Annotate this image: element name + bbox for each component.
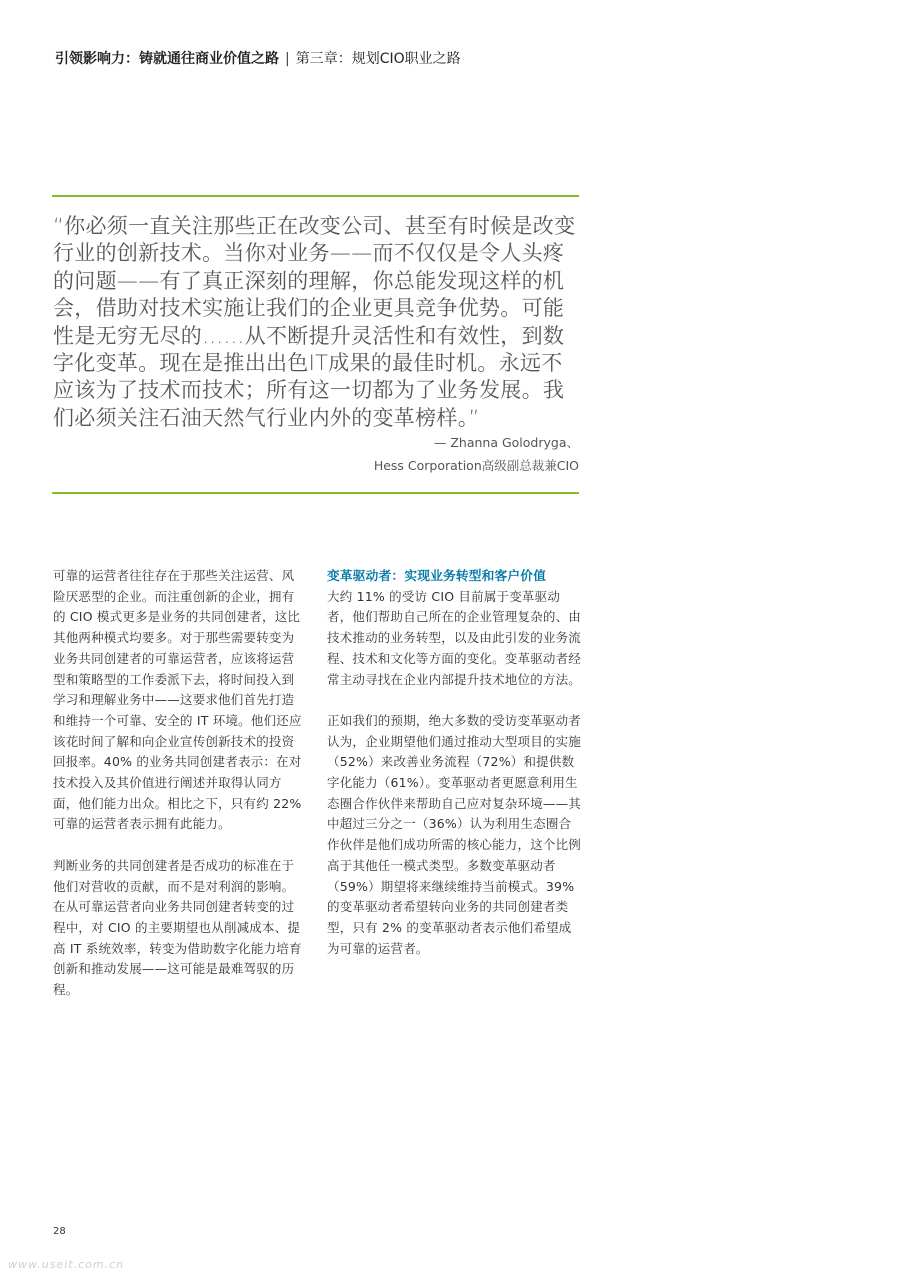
header-separator: | — [285, 51, 290, 67]
quote-bottom-rule — [52, 492, 579, 494]
pull-quote: “你必须一直关注那些正在改变公司、甚至有时候是改变行业的创新技术。当你对业务——而不仅仅是令人头疼的问题——有了真正深刻的理解，你总能发现这样的机会，借助对技术实施让我们的企业更具竞争优势。可能性是无穷无尽的……从不断提升灵活性和有效性，到数字化变革。现在是推出出色IT成果的最佳时机。永远不应该为了技术而技术；所有这一切都为了业务发展。我们必须关注石油天然气行业内外的变革榜样。” — [53, 214, 576, 430]
watermark: www.useit.com.cn — [8, 1258, 125, 1271]
chapter-title: 第三章：规划CIO职业之路 — [295, 51, 461, 67]
quote-attribution-title: Hess Corporation高级副总裁兼CIO — [373, 458, 579, 473]
report-title: 引领影响力：铸就通往商业价值之路 — [55, 51, 279, 67]
left-paragraph-1: 可靠的运营者往往存在于那些关注运营、风险厌恶型的企业。而注重创新的企业，拥有的 CIO 模式更多是业务的共同创建者，这比其他两种模式均要多。对于那些需要转变为业务共同创建者的可靠运营者，应该将运营型和策略型的工作委派下去，将时间投入到学习和理解业务中——这要求他们首先打造和维持一个可靠、安全的 IT 环境。他们还应该花时间了解和向企业宣传创新技术的投资回报率。40% 的业务共同创建者表示：在对技术投入及其价值进行阐述并取得认同方面，他们能力出众。相比之下，只有约 22% 可靠的运营者表示拥有此能力。 — [53, 568, 302, 832]
quote-top-rule — [52, 195, 579, 197]
quote-attribution-name: — Zhanna Golodryga、 — [433, 435, 579, 450]
left-paragraph-2: 判断业务的共同创建者是否成功的标准在于他们对营收的贡献，而不是对利润的影响。在从可靠运营者向业务共同创建者转变的过程中，对 CIO 的主要期望也从削减成本、提高 IT 系统效率，转变为借助数字化能力培育创新和推动发展——这可能是最难驾驭的历程。 — [53, 857, 302, 998]
page-header — [55, 49, 855, 69]
right-paragraph-2: 正如我们的预期，绝大多数的受访变革驱动者认为，企业期望他们通过推动大型项目的实施（52%）来改善业务流程（72%）和提供数字化能力（61%）。变革驱动者更愿意利用生态圈合作伙伴来帮助自己应对复杂环境——其中超过三分之一（36%）认为利用生态圈合作伙伴是他们成功所需的核心能力，这个比例高于其他任一模式类型。多数变革驱动者（59%）期望将来继续维持当前模式。39% 的变革驱动者希望转向业务的共同创建者类型，只有 2% 的变革驱动者表示他们希望成为可靠的运营者。 — [327, 712, 582, 956]
right-paragraph-1: 大约 11% 的受访 CIO 目前属于变革驱动者，他们帮助自己所在的企业管理复杂的、由技术推动的业务转型，以及由此引发的业务流程、技术和文化等方面的变化。变革驱动者经常主动寻找在企业内部提升技术地位的方法。 — [327, 588, 582, 687]
right-column — [327, 566, 582, 980]
left-column — [53, 566, 303, 1021]
section-subheading: 变革驱动者：实现业务转型和客户价值 — [327, 568, 547, 583]
page-number: 28 — [53, 1226, 66, 1237]
